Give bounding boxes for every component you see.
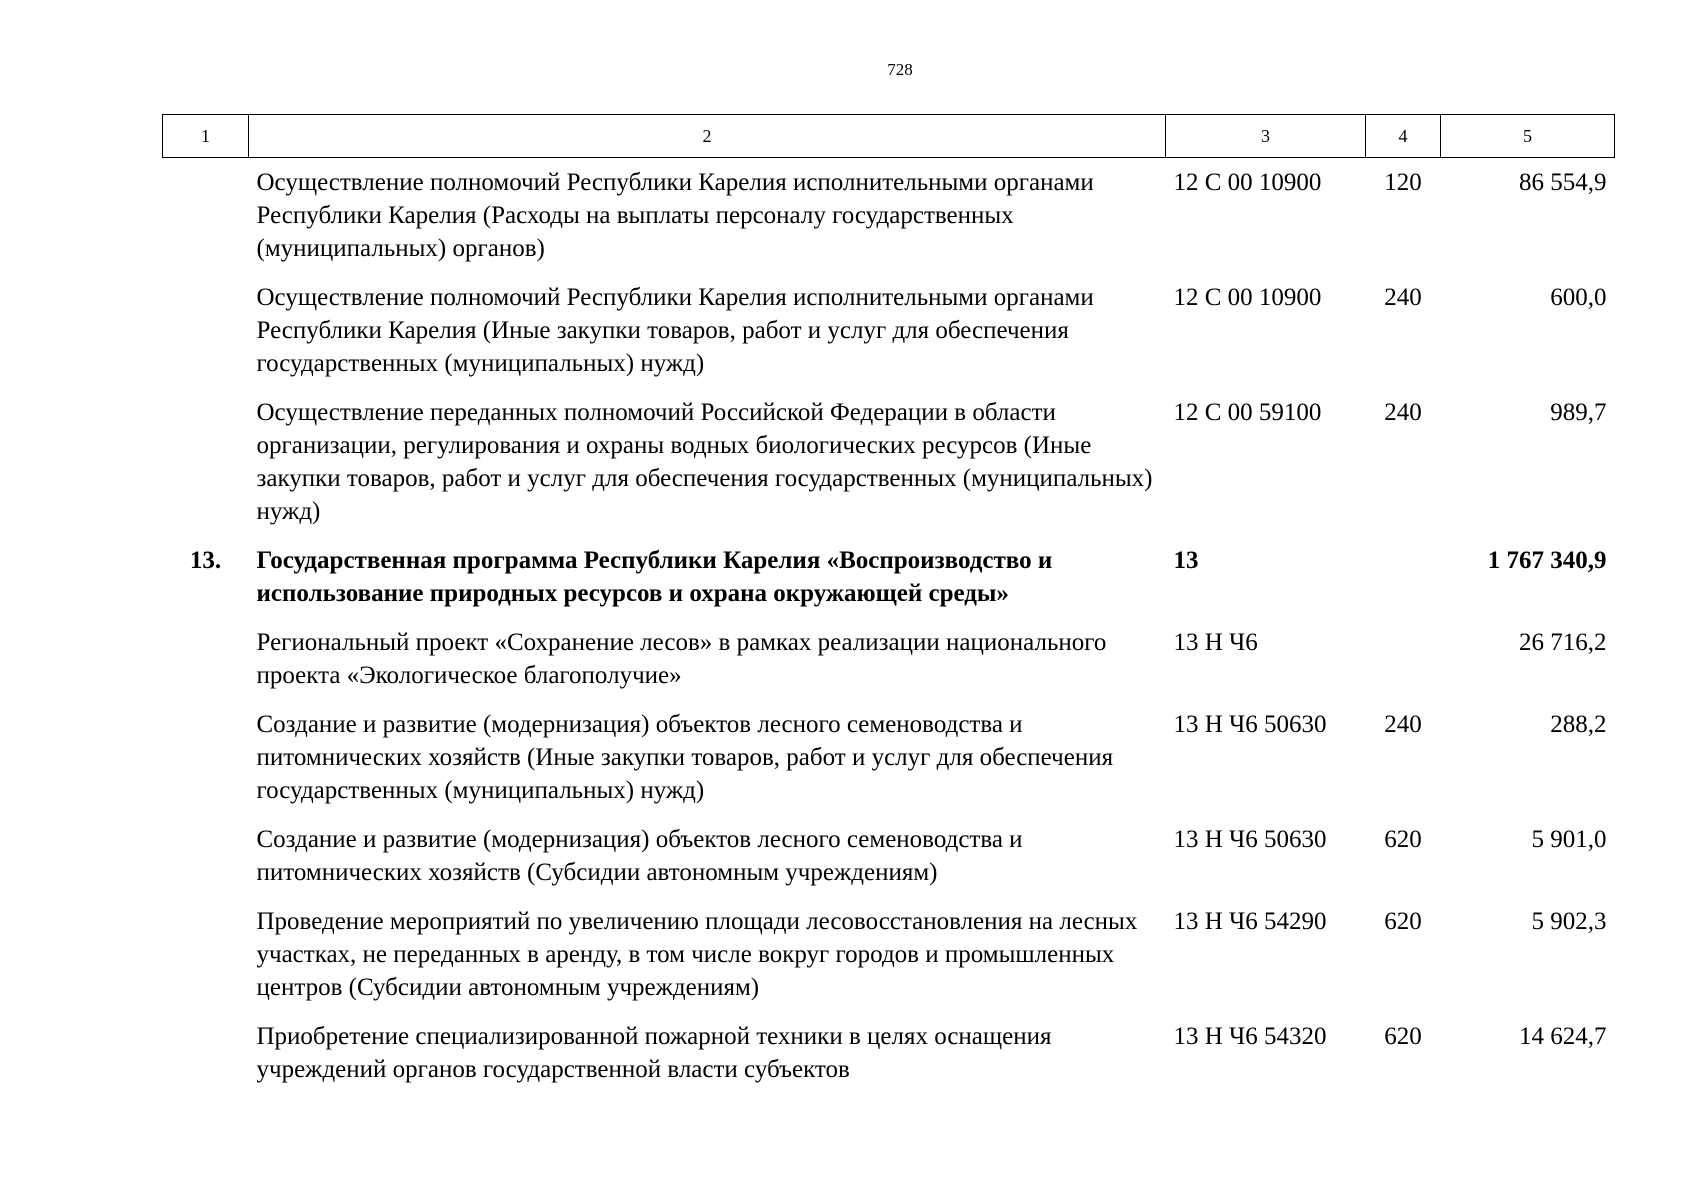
- header-col-2: 2: [249, 115, 1166, 158]
- table-header-row: [163, 115, 1615, 158]
- row-name: Проведение мероприятий по увеличению площади лесовосстановления на лесных участках, не переданных в аренду, в том числе вокруг городов и промышленных центров (Субсидии автономным учреждениям): [256, 908, 1138, 1001]
- row-name: Региональный проект «Сохранение лесов» в рамках реализации национального проекта «Экологическое благополучие»: [256, 629, 1107, 689]
- row-number: [163, 281, 249, 396]
- row-name: Создание и развитие (модернизация) объектов лесного семеноводства и питомнических хозяйств (Иные закупки товаров, работ и услуг для обеспечения государственных (муниципальных) нужд): [256, 711, 1114, 804]
- row-expense-type: 620: [1384, 826, 1422, 853]
- table-row: [163, 708, 1615, 823]
- row-expense-type: [1366, 626, 1441, 708]
- row-target-code: 13 Н Ч6 54320: [1173, 1023, 1327, 1050]
- row-target-code: 13: [1173, 547, 1199, 574]
- row-expense-type: 240: [1384, 284, 1422, 311]
- row-number: 13.: [189, 547, 222, 574]
- row-name: Приобретение специализированной пожарной техники в целях оснащения учреждений органов государственной власти субъектов: [256, 1023, 1052, 1083]
- row-amount: 5 901,0: [1531, 826, 1607, 853]
- row-expense-type: 240: [1384, 711, 1422, 738]
- row-number: [163, 905, 249, 1020]
- row-expense-type: 240: [1384, 399, 1422, 426]
- table-row: [163, 905, 1615, 1020]
- row-amount: 26 716,2: [1519, 629, 1607, 656]
- row-number: [163, 626, 249, 708]
- table-row: [163, 544, 1615, 626]
- row-amount: 989,7: [1550, 399, 1607, 426]
- header-col-5: 5: [1441, 115, 1615, 158]
- table-row: [163, 281, 1615, 396]
- row-expense-type: 620: [1384, 908, 1422, 935]
- row-target-code: 13 Н Ч6 50630: [1173, 711, 1327, 738]
- row-name: Государственная программа Республики Карелия «Воспроизводство и использование природных ресурсов и охрана окружающей среды»: [256, 547, 1053, 607]
- row-target-code: 13 Н Ч6: [1173, 629, 1258, 656]
- table-body: [163, 158, 1615, 1103]
- page-number: 728: [887, 60, 913, 79]
- row-name: Создание и развитие (модернизация) объектов лесного семеноводства и питомнических хозяйств (Субсидии автономным учреждениям): [256, 826, 1023, 886]
- budget-table: [162, 114, 1615, 1102]
- row-number: [163, 396, 249, 544]
- table-row: [163, 823, 1615, 905]
- row-amount: 5 902,3: [1531, 908, 1607, 935]
- row-amount: 600,0: [1550, 284, 1607, 311]
- row-number: [163, 708, 249, 823]
- row-expense-type: 120: [1384, 169, 1422, 196]
- row-name: Осуществление переданных полномочий Российской Федерации в области организации, регулирования и охраны водных биологических ресурсов (Иные закупки товаров, работ и услуг для обеспечения государственных (муниципальных) нужд): [256, 399, 1153, 525]
- row-target-code: 12 С 00 10900: [1173, 284, 1322, 311]
- row-target-code: 12 С 00 59100: [1173, 399, 1322, 426]
- row-expense-type: [1366, 544, 1441, 626]
- row-amount: 1 767 340,9: [1487, 547, 1607, 574]
- table-row: [163, 396, 1615, 544]
- row-number: [163, 1020, 249, 1102]
- header-col-1: 1: [163, 115, 249, 158]
- table-row: [163, 626, 1615, 708]
- row-number: [163, 823, 249, 905]
- row-number: [163, 158, 249, 282]
- table-row: [163, 158, 1615, 282]
- row-amount: 86 554,9: [1519, 169, 1607, 196]
- header-col-3: 3: [1166, 115, 1366, 158]
- row-name: Осуществление полномочий Республики Карелия исполнительными органами Республики Карелия (Иные закупки товаров, работ и услуг для обеспечения государственных (муниципальных) нужд): [256, 284, 1094, 377]
- row-target-code: 13 Н Ч6 54290: [1173, 908, 1327, 935]
- row-amount: 14 624,7: [1519, 1023, 1607, 1050]
- row-amount: 288,2: [1550, 711, 1607, 738]
- row-target-code: 12 С 00 10900: [1173, 169, 1322, 196]
- table-row: [163, 1020, 1615, 1102]
- header-col-4: 4: [1366, 115, 1441, 158]
- row-expense-type: 620: [1384, 1023, 1422, 1050]
- row-target-code: 13 Н Ч6 50630: [1173, 826, 1327, 853]
- row-name: Осуществление полномочий Республики Карелия исполнительными органами Республики Карелия (Расходы на выплаты персоналу государственных (муниципальных) органов): [256, 169, 1094, 262]
